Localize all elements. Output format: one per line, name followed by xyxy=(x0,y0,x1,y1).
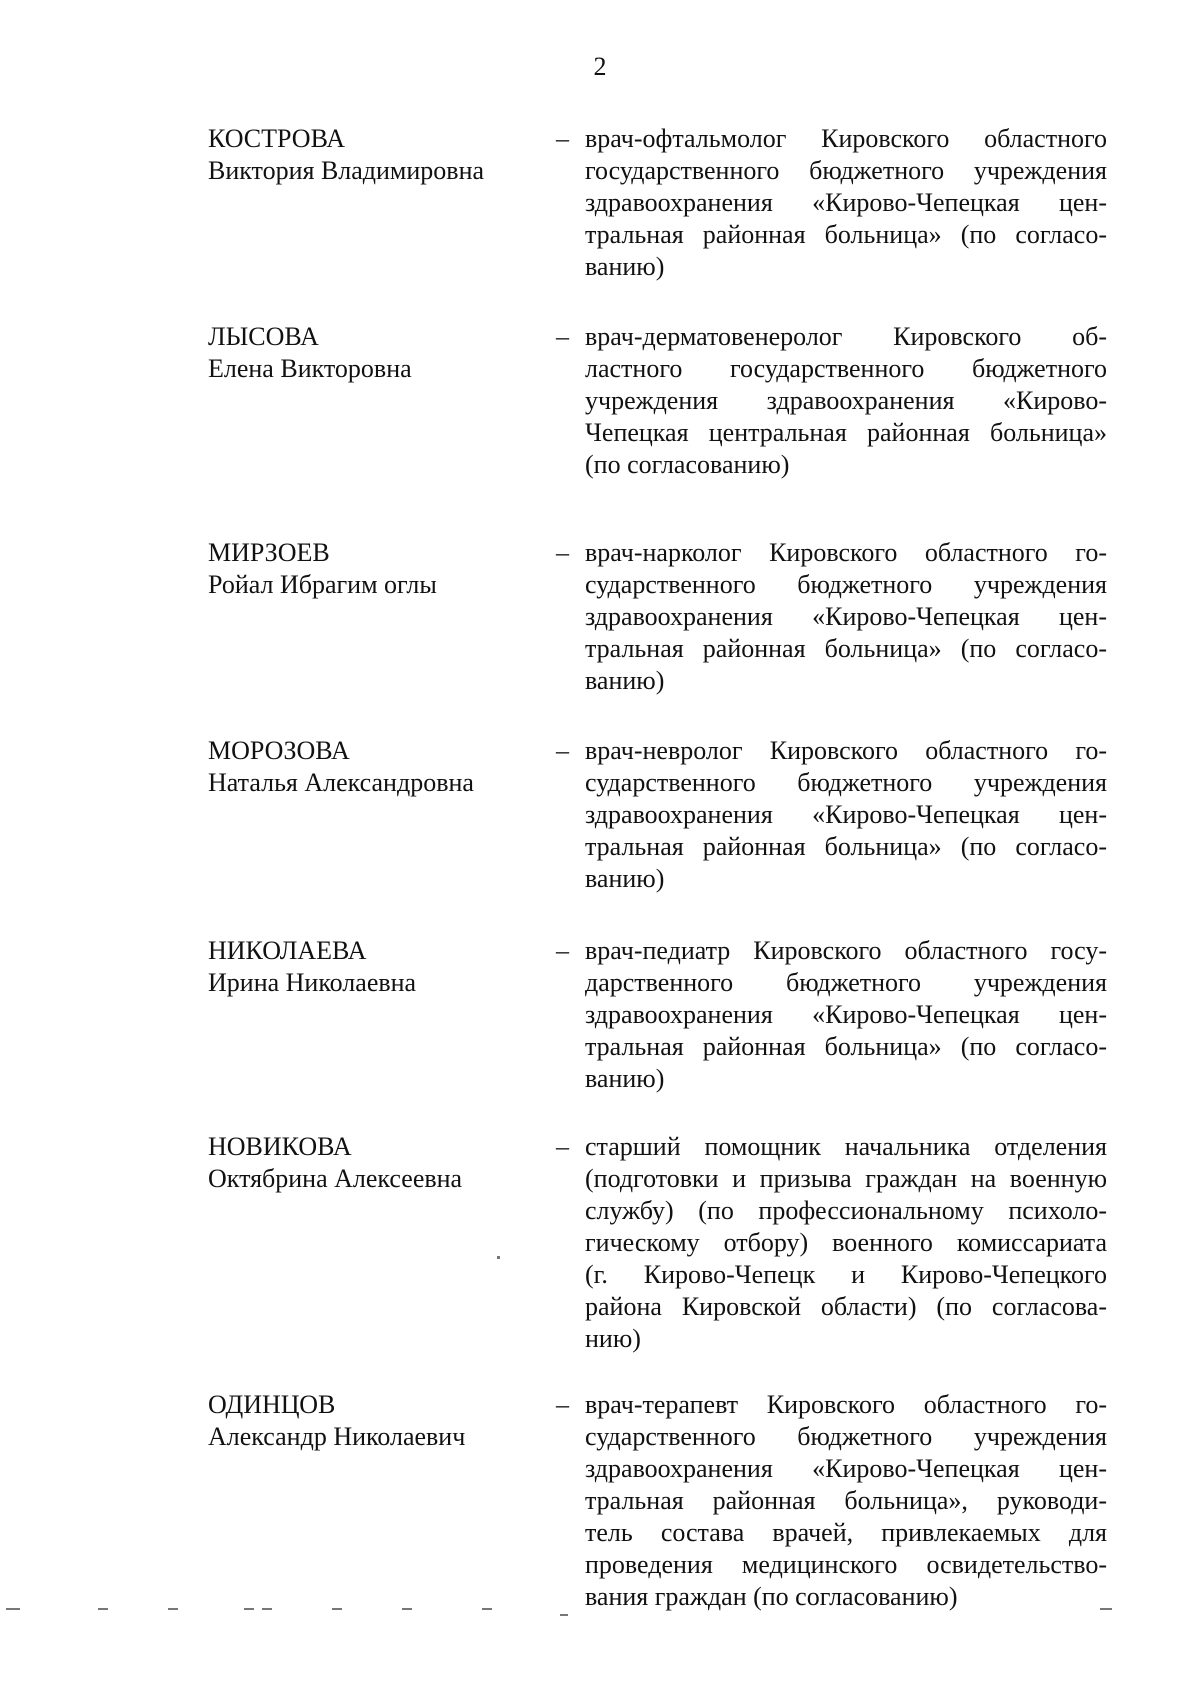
description-line: тральная районная больница» (по согласо- xyxy=(585,220,1107,249)
description-line: государственного бюджетного учреждения xyxy=(585,156,1107,185)
description-line: врач-дерматовенеролог Кировского об- xyxy=(585,322,1107,351)
entry-dash: – xyxy=(556,124,569,153)
description-line: тральная районная больница» (по согласо- xyxy=(585,832,1107,861)
member-surname: КОСТРОВА xyxy=(208,124,346,153)
description-line: старший помощник начальника отделения xyxy=(585,1132,1107,1161)
scan-artifact xyxy=(332,1608,342,1610)
description-line: учреждения здравоохранения «Кирово- xyxy=(585,386,1107,415)
description-line: проведения медицинского освидетельство- xyxy=(585,1550,1107,1579)
description-line: нию) xyxy=(585,1324,641,1353)
description-line: тель состава врачей, привлекаемых для xyxy=(585,1518,1107,1547)
scan-artifact xyxy=(1100,1608,1112,1610)
member-given-name: Ирина Николаевна xyxy=(208,968,417,997)
member-surname: МОРОЗОВА xyxy=(208,736,350,765)
member-surname: ЛЫСОВА xyxy=(208,322,319,351)
scan-artifact xyxy=(482,1608,492,1610)
entry-dash: – xyxy=(556,736,569,765)
description-line: здравоохранения «Кирово-Чепецкая цен- xyxy=(585,1000,1107,1029)
description-line: здравоохранения «Кирово-Чепецкая цен- xyxy=(585,188,1107,217)
page-number: 2 xyxy=(593,52,607,81)
member-description xyxy=(585,1389,1107,1613)
member-given-name: Виктория Владимировна xyxy=(208,156,485,185)
description-line: сударственного бюджетного учреждения xyxy=(585,1422,1107,1451)
description-line: Чепецкая центральная районная больница» xyxy=(585,418,1107,447)
description-line: ванию) xyxy=(585,252,665,281)
entry-dash: – xyxy=(556,936,569,965)
description-line: ластного государственного бюджетного xyxy=(585,354,1107,383)
member-description xyxy=(585,1131,1107,1355)
description-line: вания граждан (по согласованию) xyxy=(585,1582,958,1611)
description-line: здравоохранения «Кирово-Чепецкая цен- xyxy=(585,800,1107,829)
member-given-name: Елена Викторовна xyxy=(208,354,412,383)
description-line: тральная районная больница» (по согласо- xyxy=(585,1032,1107,1061)
description-line: (по согласованию) xyxy=(585,450,790,479)
member-description xyxy=(585,321,1107,481)
description-line: сударственного бюджетного учреждения xyxy=(585,570,1107,599)
scan-artifact xyxy=(402,1608,412,1610)
description-line: района Кировской области) (по согласова- xyxy=(585,1292,1107,1321)
scan-artifact xyxy=(98,1608,108,1610)
member-surname: ОДИНЦОВ xyxy=(208,1390,336,1419)
description-line: тральная районная больница», руководи- xyxy=(585,1486,1107,1515)
description-line: службу) (по профессиональному психоло- xyxy=(585,1196,1107,1225)
entry-dash: – xyxy=(556,1132,569,1161)
description-line: врач-невролог Кировского областного го- xyxy=(585,736,1107,765)
description-line: врач-офтальмолог Кировского областного xyxy=(585,124,1107,153)
description-line: ванию) xyxy=(585,666,665,695)
description-line: здравоохранения «Кирово-Чепецкая цен- xyxy=(585,1454,1107,1483)
scan-artifact xyxy=(168,1608,178,1610)
scan-artifact xyxy=(262,1608,272,1610)
description-line: тральная районная больница» (по согласо- xyxy=(585,634,1107,663)
scan-artifact xyxy=(6,1608,20,1610)
member-given-name: Октябрина Алексеевна xyxy=(208,1164,463,1193)
description-line: (подготовки и призыва граждан на военную xyxy=(585,1164,1107,1193)
member-description xyxy=(585,935,1107,1095)
member-surname: НИКОЛАЕВА xyxy=(208,936,367,965)
member-description xyxy=(585,537,1107,697)
member-description xyxy=(585,123,1107,283)
member-given-name: Александр Николаевич xyxy=(208,1422,466,1451)
description-line: ванию) xyxy=(585,1064,665,1093)
member-name xyxy=(208,1131,528,1195)
description-line: дарственного бюджетного учреждения xyxy=(585,968,1107,997)
member-surname: НОВИКОВА xyxy=(208,1132,352,1161)
scan-artifact xyxy=(560,1614,568,1616)
member-surname: МИРЗОЕВ xyxy=(208,538,330,567)
description-line: (г. Кирово-Чепецк и Кирово-Чепецкого xyxy=(585,1260,1107,1289)
member-name xyxy=(208,735,528,799)
member-name xyxy=(208,935,528,999)
member-name xyxy=(208,123,528,187)
member-name xyxy=(208,1389,528,1453)
description-line: ванию) xyxy=(585,864,665,893)
description-line: врач-нарколог Кировского областного го- xyxy=(585,538,1107,567)
entry-dash: – xyxy=(556,322,569,351)
member-name xyxy=(208,321,528,385)
scan-artifact xyxy=(497,1256,500,1259)
description-line: гическому отбору) военного комиссариата xyxy=(585,1228,1107,1257)
description-line: сударственного бюджетного учреждения xyxy=(585,768,1107,797)
member-name xyxy=(208,537,528,601)
member-given-name: Ройал Ибрагим оглы xyxy=(208,570,437,599)
member-given-name: Наталья Александровна xyxy=(208,768,474,797)
scan-artifact xyxy=(244,1608,254,1610)
member-description xyxy=(585,735,1107,895)
entry-dash: – xyxy=(556,538,569,567)
description-line: здравоохранения «Кирово-Чепецкая цен- xyxy=(585,602,1107,631)
description-line: врач-терапевт Кировского областного го- xyxy=(585,1390,1107,1419)
entry-dash: – xyxy=(556,1390,569,1419)
description-line: врач-педиатр Кировского областного госу- xyxy=(585,936,1107,965)
